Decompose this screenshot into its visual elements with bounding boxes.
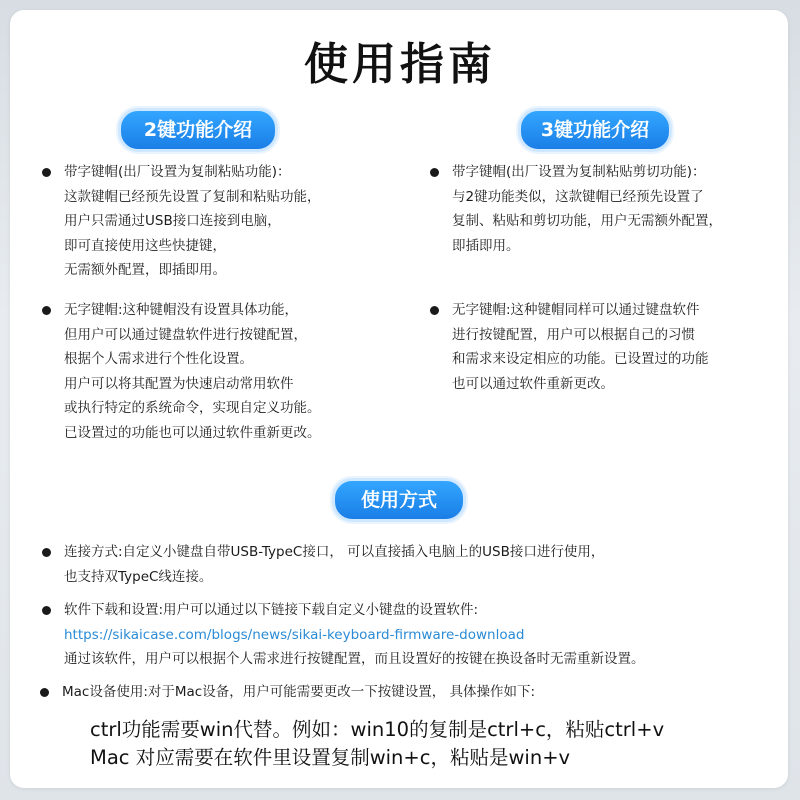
text-line: 根据个人需求进行个性化设置。	[64, 351, 253, 367]
bullet-icon	[40, 688, 49, 697]
text-line: 进行按键配置，用户可以根据自己的习惯	[452, 326, 695, 343]
bullet-icon	[430, 168, 439, 177]
text-line: 即插即用。	[452, 237, 520, 254]
download-link[interactable]: https://sikaicase.com/blogs/news/sikai-keyboard-firmware-download	[64, 626, 525, 643]
text-line: 与2键功能类似，这款键帽已经预先设置了	[452, 188, 704, 205]
text-line: 带字键帽(出厂设置为复制粘贴功能)：	[64, 164, 291, 180]
text-line: 但用户可以通过键盘软件进行按键配置，	[64, 326, 307, 343]
text-line: Mac设备使用:对于Mac设备，用户可能需要更改一下按键设置， 具体操作如下:	[62, 684, 536, 700]
text-line: 无字键帽:这种键帽同样可以通过键盘软件	[452, 302, 700, 318]
text-line: 连接方式:自定义小键盘自带USB-TypeC接口， 可以直接插入电脑上的USB接口进行使用，	[64, 544, 605, 560]
usage-connection-item	[64, 540, 604, 589]
text-line: 已设置过的功能也可以通过软件重新更改。	[64, 424, 321, 441]
text-line: 复制、粘贴和剪切功能，用户无需额外配置，	[452, 213, 722, 229]
text-line: 用户只需通过USB接口连接到电脑，	[64, 213, 281, 229]
text-line: 用户可以将其配置为快速启动常用软件	[64, 375, 294, 392]
text-line: 无字键帽:这种键帽没有设置具体功能，	[64, 302, 299, 318]
note-line: ctrl功能需要win代替。例如：win10的复制是ctrl+c，粘贴ctrl+v	[90, 718, 665, 741]
bullet-icon	[42, 548, 51, 557]
three-key-labeled-item	[452, 160, 722, 258]
two-key-blank-item	[64, 298, 321, 445]
text-line: 和需求来设定相应的功能。已设置过的功能	[452, 351, 709, 367]
bullet-icon	[42, 306, 51, 315]
text-line: 或执行特定的系统命令，实现自定义功能。	[64, 400, 321, 416]
three-key-blank-item	[452, 298, 709, 396]
usage-mac-item	[62, 680, 535, 705]
two-key-labeled-item	[64, 160, 321, 283]
text-line: 也支持双TypeC线连接。	[64, 568, 213, 585]
text-line: 即可直接使用这些快捷键，	[64, 237, 226, 254]
text-line: 带字键帽(出厂设置为复制粘贴剪切功能)：	[452, 164, 706, 180]
text-line: 通过该软件，用户可以根据个人需求进行按键配置，而且设置好的按键在换设备时无需重新设置。	[64, 651, 645, 667]
usage-software-item	[64, 598, 645, 672]
text-line: 软件下载和设置:用户可以通过以下链接下载自定义小键盘的设置软件:	[64, 602, 479, 618]
section-badge-usage: 使用方式	[332, 478, 466, 522]
bullet-icon	[430, 306, 439, 315]
text-line: 无需额外配置，即插即用。	[64, 262, 226, 278]
mac-key-notes	[90, 716, 664, 772]
page-title: 使用指南	[304, 39, 496, 90]
text-line: 这款键帽已经预先设置了复制和粘贴功能，	[64, 188, 321, 205]
text-line: 也可以通过软件重新更改。	[452, 375, 614, 392]
bullet-icon	[42, 168, 51, 177]
note-line: Mac 对应需要在软件里设置复制win+c，粘贴是win+v	[90, 746, 571, 769]
bullet-icon	[42, 606, 51, 615]
section-badge-two-key: 2键功能介绍	[118, 108, 278, 152]
section-badge-three-key: 3键功能介绍	[518, 108, 672, 152]
